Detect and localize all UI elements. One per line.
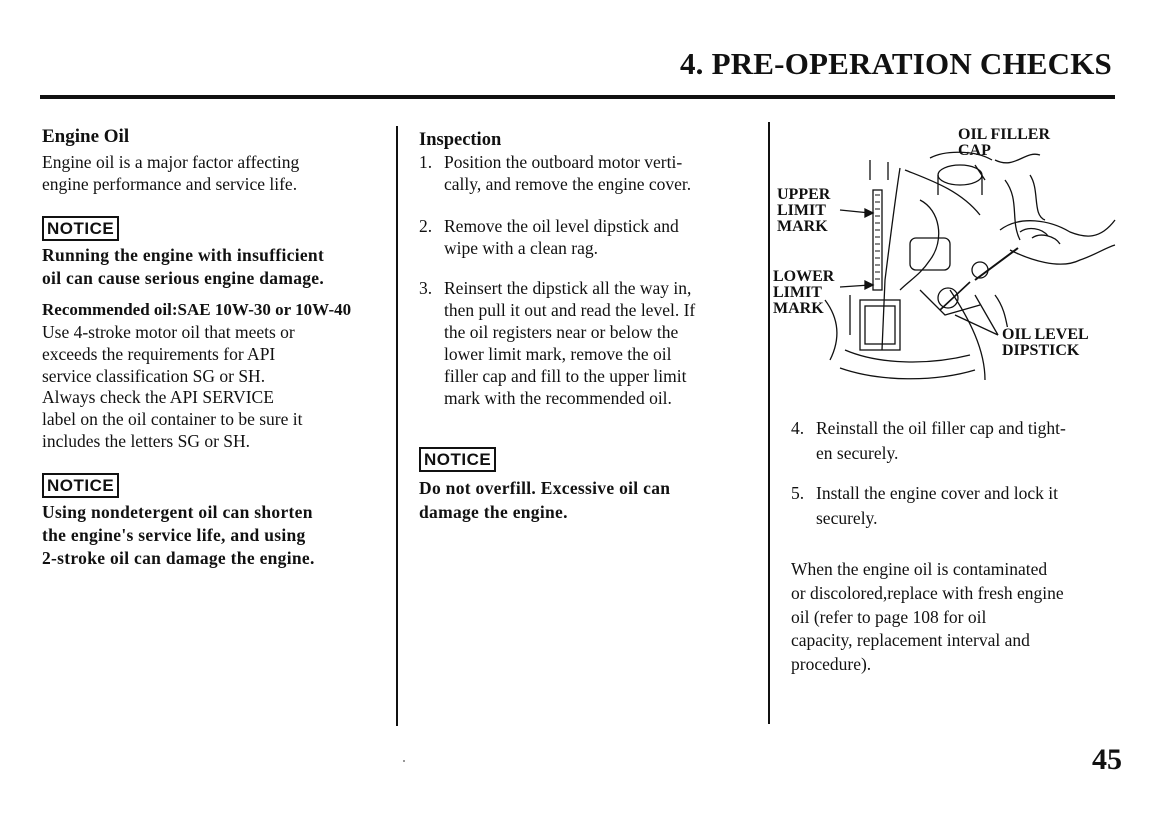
text-line: Do not overfill. Excessive oil can [419,478,671,498]
upper-limit-mark-label [777,187,830,235]
notice-badge: NOTICE [42,216,119,241]
list-item [419,151,759,195]
page-title: 4. PRE-OPERATION CHECKS [679,46,1112,81]
section-heading-engine-oil: Engine Oil [42,126,130,147]
contamination-note [791,558,1131,677]
text-line: service classification SG or SH. [42,365,266,386]
inspection-steps [419,151,759,409]
text-line: the engine's service life, and using [42,524,306,545]
middle-column [419,129,759,524]
text-line: Always check the API SERVICE [42,387,274,408]
text-line: or discolored,replace with fresh engine [791,582,1064,603]
label-line: OIL FILLER [958,126,1051,143]
dipstick-illustration [770,120,1120,390]
text-line: damage the engine. [419,502,568,522]
text-line: label on the oil container to be sure it [42,409,303,430]
text-line: Reinsert the dipstick all the way in, [444,278,692,298]
label-line: MARK [777,218,828,235]
text-line: 2-stroke oil can damage the engine. [42,547,315,568]
step-number: 5. [791,483,805,503]
notice-block-3 [419,447,759,472]
left-column [42,126,387,570]
notice-text-1 [42,244,387,290]
text-line: Reinstall the oil filler cap and tight- [816,418,1066,438]
text-line: Remove the oil level dipstick and [444,216,679,236]
list-item [791,481,1131,531]
step-number: 1. [419,152,433,172]
list-item [419,215,759,259]
lower-limit-mark-label [773,269,834,317]
text-line: exceeds the requirements for API [42,343,276,364]
step-number: 2. [419,216,433,236]
text-line: oil (refer to page 108 for oil [791,606,987,627]
label-line: LIMIT [777,202,826,219]
label-line: CAP [958,142,991,159]
header-rule [40,95,1115,99]
scan-speck [403,760,405,762]
label-line: LOWER [773,268,835,285]
text-line: lower limit mark, remove the oil [444,344,672,364]
text-line: then pull it out and read the level. If [444,300,696,320]
text-line: en securely. [816,443,899,463]
list-item [791,416,1131,466]
label-line: UPPER [777,186,831,203]
step-number: 4. [791,418,805,438]
column-divider-1 [396,126,398,726]
notice-badge: NOTICE [42,473,119,498]
label-line: DIPSTICK [1002,342,1080,359]
intro-text [42,151,387,195]
right-column [791,416,1131,677]
step-number: 3. [419,278,433,298]
text-line: Engine oil is a major factor affecting [42,152,300,172]
text-line: Position the outboard motor verti- [444,152,683,172]
notice-text-2 [42,501,387,570]
label-line: MARK [773,300,824,317]
body-text [42,322,387,453]
text-line: filler cap and fill to the upper limit [444,366,687,386]
recommended-oil: Recommended oil:SAE 10W-30 or 10W-40 [42,300,352,319]
label-line: OIL LEVEL [1002,326,1089,343]
text-line: Install the engine cover and lock it [816,483,1059,503]
oil-level-dipstick-label [1002,327,1089,359]
text-line: cally, and remove the engine cover. [444,174,692,194]
list-item [419,277,759,409]
label-line: LIMIT [773,284,822,301]
notice-badge: NOTICE [419,447,496,472]
reinstall-steps [791,416,1131,531]
notice-block-1 [42,216,387,241]
text-line: mark with the recommended oil. [444,388,672,408]
text-line: procedure). [791,654,872,675]
oil-filler-cap-label [958,127,1050,159]
text-line: Running the engine with insufficient [42,245,325,265]
text-line: Using nondetergent oil can shorten [42,501,313,522]
text-line: Use 4-stroke motor oil that meets or [42,322,295,342]
text-line: includes the letters SG or SH. [42,430,251,451]
page-number: 45 [1092,743,1122,776]
notice-text-3 [419,476,759,524]
text-line: When the engine oil is contaminated [791,559,1048,579]
text-line: oil can cause serious engine damage. [42,268,325,288]
text-line: engine performance and service life. [42,174,298,194]
section-heading-inspection: Inspection [419,130,502,150]
text-line: securely. [816,508,878,528]
notice-block-2 [42,473,387,498]
text-line: capacity, replacement interval and [791,630,1030,651]
text-line: the oil registers near or below the [444,322,679,342]
text-line: wipe with a clean rag. [444,238,599,258]
